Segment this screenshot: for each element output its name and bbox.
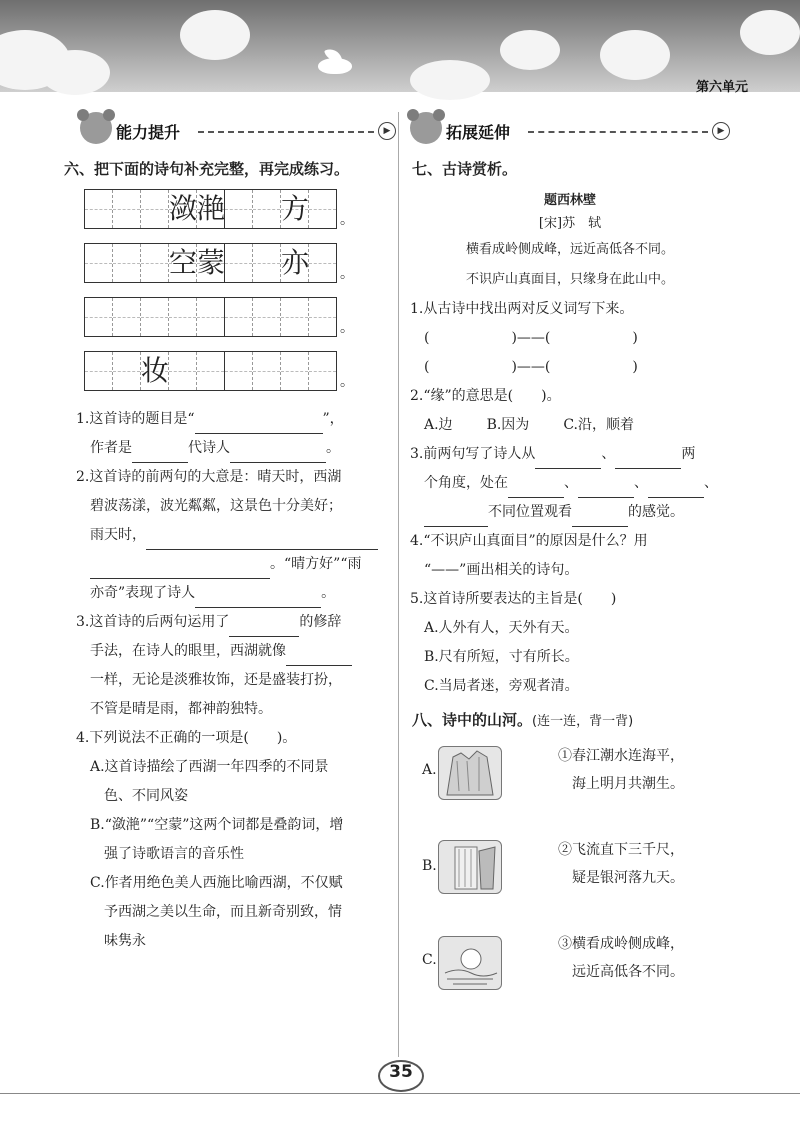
grid-cell[interactable] <box>85 352 113 390</box>
picture-label: C. <box>422 952 437 968</box>
play-icon: ▶ <box>712 122 730 140</box>
play-icon: ▶ <box>378 122 396 140</box>
grid-cell[interactable] <box>281 190 309 228</box>
grid-cell[interactable] <box>253 244 281 282</box>
picture-label: B. <box>422 858 437 874</box>
grid-end-punct: 。 <box>340 374 354 390</box>
option-a-cont: 色、不同风姿 <box>104 788 188 804</box>
grid-cell[interactable] <box>309 352 336 390</box>
q6-item-3-line3: 一样，无论是淡雅妆饰，还是盛装打扮， <box>90 672 342 688</box>
poem-title: 题西林壁 <box>543 193 596 208</box>
poem-writing-grid <box>80 189 396 391</box>
column-divider <box>398 112 399 1057</box>
grid-cell[interactable] <box>169 352 197 390</box>
bird-icon <box>318 58 352 74</box>
grid-cells <box>84 351 337 391</box>
grid-cell[interactable] <box>85 244 113 282</box>
grid-cell[interactable] <box>281 298 309 336</box>
grid-row <box>84 189 396 229</box>
answer-blank[interactable] <box>230 444 326 463</box>
option-a: A.这首诗描绘了西湖一年四季的不同景 <box>90 759 329 775</box>
grid-end-punct: 。 <box>340 320 354 336</box>
sea-moon-picture[interactable] <box>438 936 502 990</box>
page-number: 35 <box>378 1060 424 1092</box>
answer-blank[interactable] <box>648 479 704 498</box>
q7-item-3: 3.前两句写了诗人从 、 两 <box>410 440 730 469</box>
answer-blank[interactable] <box>615 450 681 469</box>
waterfall-icon <box>439 841 501 893</box>
dashed-line <box>528 131 708 133</box>
footer-line <box>0 1093 800 1094</box>
answer-blank[interactable] <box>146 531 378 550</box>
grid-cell[interactable] <box>309 244 336 282</box>
answer-blank[interactable] <box>90 560 270 579</box>
match-line: ②飞流直下三千尺， <box>558 842 684 858</box>
match-line: 海上明月共潮生。 <box>572 776 684 792</box>
q6-item-2: 2.这首诗的前两句的大意是：晴天时，西湖 <box>76 469 342 485</box>
cloud <box>40 50 110 95</box>
grid-cell[interactable] <box>225 352 253 390</box>
q7-item-4: 4.“不识庐山真面目”的原因是什么？用 <box>410 533 648 549</box>
dashed-line <box>198 131 374 133</box>
answer-blank[interactable] <box>508 479 564 498</box>
grid-end-punct: 。 <box>340 266 354 282</box>
q6-item-3-line4: 不管是晴是雨，都神韵独特。 <box>90 701 272 717</box>
poem-author: [宋]苏 轼 <box>538 216 602 231</box>
grid-cell[interactable] <box>169 244 197 282</box>
grid-char: 亦 <box>281 246 310 279</box>
grid-cell[interactable] <box>281 352 309 390</box>
option-b: B.“潋滟”“空蒙”这两个词都是叠韵词，增 <box>90 817 344 833</box>
answer-blank[interactable] <box>229 618 299 637</box>
answer-blank[interactable] <box>286 647 352 666</box>
grid-row <box>84 243 396 283</box>
picture-label: A. <box>422 762 437 778</box>
bear-mascot-icon <box>80 112 112 144</box>
cloud <box>500 30 560 70</box>
grid-cell[interactable] <box>225 190 253 228</box>
q7-item-3-line2: 个角度，处在 、 、 、 <box>410 469 730 498</box>
grid-cell[interactable] <box>197 298 225 336</box>
option-c-cont2: 味隽永 <box>104 933 146 949</box>
poem-line: 横看成岭侧成峰，远近高低各不同。 <box>465 242 674 257</box>
q7-item-2: 2.“缘”的意思是( )。 <box>410 388 561 404</box>
grid-cell[interactable] <box>141 352 169 390</box>
question-8-heading: 八、诗中的山河。(连一连，背一背) <box>412 711 634 729</box>
grid-cell[interactable] <box>113 190 141 228</box>
grid-cells <box>84 243 337 283</box>
grid-cell[interactable] <box>141 244 169 282</box>
grid-cell[interactable] <box>253 298 281 336</box>
grid-cell[interactable] <box>113 352 141 390</box>
q7-item-3-line3: 不同位置观看 的感觉。 <box>410 498 730 527</box>
waterfall-picture[interactable] <box>438 840 502 894</box>
grid-cell[interactable] <box>225 244 253 282</box>
grid-cell[interactable] <box>113 298 141 336</box>
q7-item-1: 1.从古诗中找出两对反义词写下来。 <box>410 301 634 317</box>
match-line: ①春江潮水连海平， <box>558 748 684 764</box>
poem-line: 不识庐山真面目，只缘身在此山中。 <box>465 272 674 287</box>
antonym-pair-1: ( )——( ) <box>424 330 638 346</box>
q6-item-1-line2: 作者是 代诗人 。 <box>76 434 396 463</box>
moon-sea-icon <box>439 937 501 989</box>
grid-char: 妆 <box>141 354 170 387</box>
section-header <box>410 110 730 152</box>
left-column <box>64 110 396 956</box>
grid-char: 空 <box>169 246 198 279</box>
grid-cell[interactable] <box>281 244 309 282</box>
grid-cell[interactable] <box>309 298 336 336</box>
q6-item-1: 1.这首诗的题目是“ ”， <box>76 405 396 434</box>
section-title: 拓展延伸 <box>446 123 511 142</box>
q6-item-2-line3: 雨天时， <box>76 521 396 550</box>
section-title: 能力提升 <box>116 123 181 142</box>
q7-item-5-option-c: C.当局者迷，旁观者清。 <box>424 678 579 694</box>
section-header <box>80 110 396 152</box>
q7-item-2-options: A.边 B.因为 C.沿，顺着 <box>424 417 634 433</box>
grid-char: 潋 <box>169 192 198 225</box>
grid-cell[interactable] <box>225 298 253 336</box>
grid-cell[interactable] <box>309 190 336 228</box>
grid-cell[interactable] <box>253 190 281 228</box>
grid-cell[interactable] <box>197 352 225 390</box>
q7-item-5: 5.这首诗所要表达的主旨是( ) <box>410 591 617 607</box>
q6-item-2-line5: 亦奇”表现了诗人 。 <box>76 579 396 608</box>
grid-cell[interactable] <box>141 298 169 336</box>
grid-row <box>84 351 396 391</box>
q6-item-3-line2: 手法，在诗人的眼里，西湖就像 <box>76 637 396 666</box>
answer-blank[interactable] <box>132 444 188 463</box>
q6-item-4: 4.下列说法不正确的一项是( )。 <box>76 730 297 746</box>
grid-cell[interactable] <box>197 244 225 282</box>
waterfall-cliff-picture[interactable] <box>438 746 502 800</box>
grid-char: 蒙 <box>197 246 226 279</box>
bear-mascot-icon <box>410 112 442 144</box>
q6-item-2-line4: 。“晴方好”“雨 <box>76 550 396 579</box>
grid-cell[interactable] <box>197 190 225 228</box>
cloud <box>740 10 800 55</box>
grid-end-punct: 。 <box>340 212 354 228</box>
q6-item-2-line2: 碧波荡漾，波光粼粼，这景色十分美好； <box>90 498 342 514</box>
grid-cell[interactable] <box>253 352 281 390</box>
header-banner <box>0 0 800 95</box>
question-7-heading: 七、古诗赏析。 <box>412 160 518 178</box>
cloud <box>600 30 670 80</box>
answer-blank[interactable] <box>195 589 321 608</box>
question-6-heading: 六、把下面的诗句补充完整，再完成练习。 <box>64 160 350 178</box>
match-line: ③横看成岭侧成峰， <box>558 936 684 952</box>
cloud <box>180 10 250 60</box>
unit-label: 第六单元 <box>695 80 748 95</box>
antonym-pair-2: ( )——( ) <box>424 359 638 375</box>
grid-cell[interactable] <box>169 298 197 336</box>
grid-cells <box>84 297 337 337</box>
q7-item-5-option-b: B.尺有所短，寸有所长。 <box>424 649 579 665</box>
grid-cell[interactable] <box>85 190 113 228</box>
answer-blank[interactable] <box>578 479 634 498</box>
grid-char: 方 <box>281 192 310 225</box>
grid-cell[interactable] <box>113 244 141 282</box>
option-c: C.作者用绝色美人西施比喻西湖，不仅赋 <box>90 875 343 891</box>
option-c-cont: 予西湖之美以生命，而且新奇别致，情 <box>104 904 342 920</box>
answer-blank[interactable] <box>424 508 488 527</box>
right-column <box>410 110 730 1020</box>
answer-blank[interactable] <box>535 450 601 469</box>
match-line: 疑是银河落九天。 <box>572 870 684 886</box>
grid-cell[interactable] <box>85 298 113 336</box>
answer-blank[interactable] <box>572 508 628 527</box>
option-b-cont: 强了诗歌语言的音乐性 <box>104 846 244 862</box>
grid-cell[interactable] <box>169 190 197 228</box>
grid-cells <box>84 189 337 229</box>
match-line: 远近高低各不同。 <box>572 964 684 980</box>
grid-row <box>84 297 396 337</box>
grid-cell[interactable] <box>141 190 169 228</box>
q7-item-4-line2: “——”画出相关的诗句。 <box>424 562 579 578</box>
cliff-icon <box>439 747 501 799</box>
cloud <box>410 60 490 100</box>
grid-char: 滟 <box>197 192 226 225</box>
matching-exercise <box>410 740 730 1020</box>
q6-item-3: 3.这首诗的后两句运用了 的修辞 <box>76 608 396 637</box>
q7-item-5-option-a: A.人外有人，天外有天。 <box>424 620 579 636</box>
answer-blank[interactable] <box>195 415 323 434</box>
